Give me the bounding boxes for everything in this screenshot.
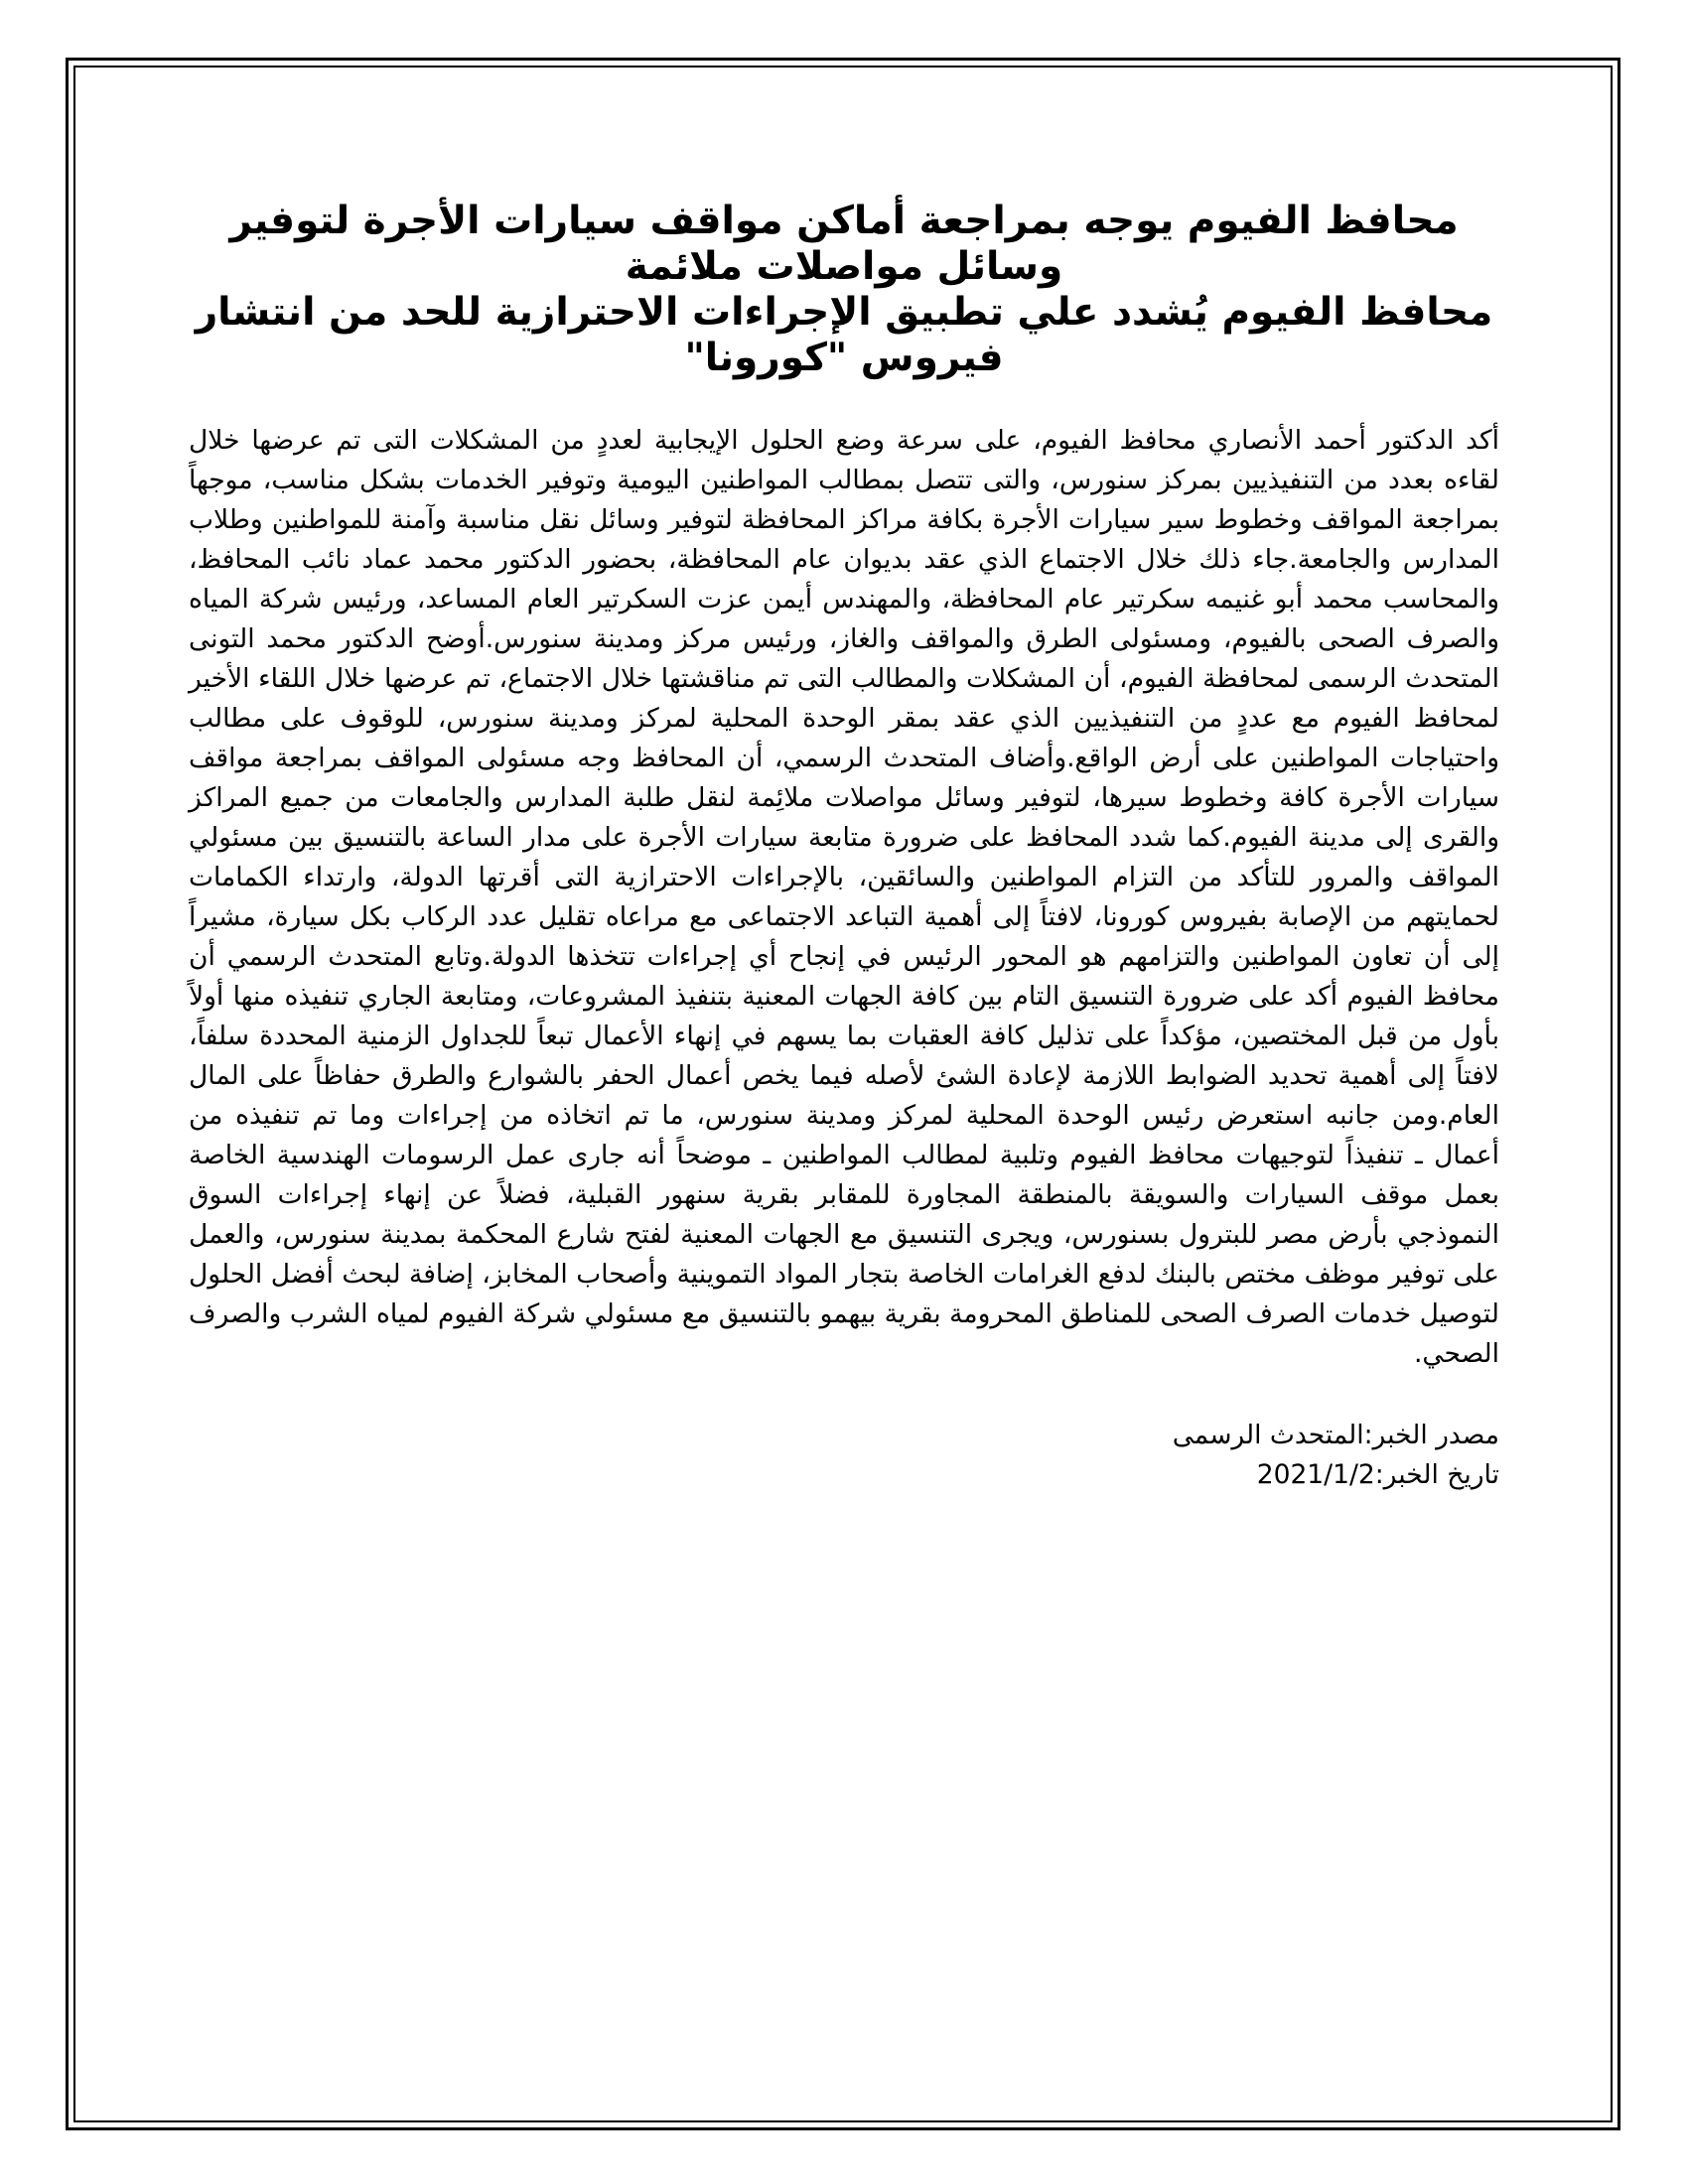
headline-main: محافظ الفيوم يوجه بمراجعة أماكن مواقف سيارات الأجرة لتوفير وسائل مواصلات ملائمة	[229, 199, 1459, 289]
article-body: أكد الدكتور أحمد الأنصاري محافظ الفيوم، على سرعة وضع الحلول الإيجابية لعددٍ من المشكلات التى تم عرضها خلال لقاءه بعدد من التنفيذيين بمركز سنورس، والتى تتصل بمطالب المواطنين اليومية وتوفير الخدمات بشكل مناسب، موجهاً بمراجعة المواقف وخطوط سير سيارات الأجرة بكافة مراكز المحافظة لتوفير وسائل نقل مناسبة وآمنة للمواطنين وطلاب المدارس والجامعة.جاء ذلك خلال الاجتماع الذي عقد بديوان عام المحافظة، بحضور الدكتور محمد عماد نائب المحافظ، والمحاسب محمد أبو غنيمه سكرتير عام المحافظة، والمهندس أيمن عزت السكرتير العام المساعد، ورئيس شركة المياه والصرف الصحى بالفيوم، ومسئولى الطرق والمواقف والغاز، ورئيس مركز ومدينة سنورس.أوضح الدكتور محمد التونى المتحدث الرسمى لمحافظة الفيوم، أن المشكلات والمطالب التى تم مناقشتها خلال الاجتماع، تم عرضها خلال اللقاء الأخير لمحافظ الفيوم مع عددٍ من التنفيذيين الذي عقد بمقر الوحدة المحلية لمركز ومدينة سنورس، للوقوف على مطالب واحتياجات المواطنين على أرض الواقع.وأضاف المتحدث الرسمي، أن المحافظ وجه مسئولى المواقف بمراجعة مواقف سيارات الأجرة كافة وخطوط سيرها، لتوفير وسائل مواصلات ملائِمة لنقل طلبة المدارس والجامعات من جميع المراكز والقرى إلى مدينة الفيوم.كما شدد المحافظ على ضرورة متابعة سيارات الأجرة على مدار الساعة بالتنسيق بين مسئولي المواقف والمرور للتأكد من التزام المواطنين والسائقين، بالإجراءات الاحترازية التى أقرتها الدولة، وارتداء الكمامات لحمايتهم من الإصابة بفيروس كورونا، لافتاً إلى أهمية التباعد الاجتماعى مع مراعاه تقليل عدد الركاب بكل سيارة، مشيراً إلى أن تعاون المواطنين والتزامهم هو المحور الرئيس في إنجاح أي إجراءات تتخذها الدولة.وتابع المتحدث الرسمي أن محافظ الفيوم أكد على ضرورة التنسيق التام بين كافة الجهات المعنية بتنفيذ المشروعات، ومتابعة الجاري تنفيذه منها أولاً بأول من قبل المختصين، مؤكداً على تذليل كافة العقبات بما يسهم في إنهاء الأعمال تبعاً للجداول الزمنية المحددة سلفاً، لافتاً إلى أهمية تحديد الضوابط اللازمة لإعادة الشئ لأصله فيما يخص أعمال الحفر بالشوارع والطرق حفاظاً على المال العام.ومن جانبه استعرض رئيس الوحدة المحلية لمركز ومدينة سنورس، ما تم اتخاذه من إجراءات وما تم تنفيذه من أعمال ـ تنفيذاً لتوجيهات محافظ الفيوم وتلبية لمطالب المواطنين ـ موضحاً أنه جارى عمل الرسومات الهندسية الخاصة بعمل موقف السيارات والسويقة بالمنطقة المجاورة للمقابر بقرية سنهور القبلية، فضلاً عن إنهاء إجراءات السوق النموذجي بأرض مصر للبترول بسنورس، ويجرى التنسيق مع الجهات المعنية لفتح شارع المحكمة بمدينة سنورس، والعمل على توفير موظف مختص بالبنك لدفع الغرامات الخاصة بتجار المواد التموينية وأصحاب المخابز، إضافة لبحث أفضل الحلول لتوصيل خدمات الصرف الصحى للمناطق المحرومة بقرية بيهمو بالتنسيق مع مسئولي شركة الفيوم لمياه الشرب والصرف الصحي.	[189, 425, 1499, 1369]
news-date: تاريخ الخبر:2021/1/2	[1256, 1459, 1499, 1490]
article-footer	[189, 1416, 1499, 1495]
document-content	[189, 199, 1499, 1495]
news-source: مصدر الخبر:المتحدث الرسمى	[1172, 1420, 1499, 1450]
headline-sub: محافظ الفيوم يُشدد علي تطبيق الإجراءات الاحترازية للحد من انتشار فيروس "كورونا"	[195, 290, 1493, 380]
